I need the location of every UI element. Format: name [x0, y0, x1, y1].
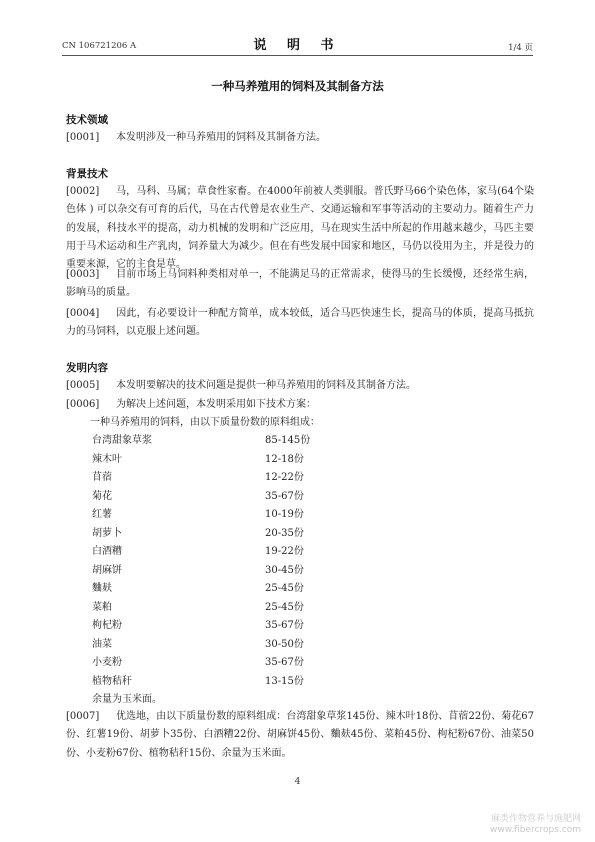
- document-type-heading: 说 明 书: [253, 38, 342, 53]
- ingredient-amount: 10-19份: [265, 509, 304, 520]
- ingredient-name: 枸杞粉: [92, 620, 122, 631]
- ingredient-name: 菊花: [92, 490, 112, 502]
- paragraph-number: [0001]: [66, 132, 100, 143]
- ingredient-amount: 85-145份: [265, 435, 311, 446]
- paragraph-number: [0003]: [66, 269, 100, 280]
- paragraph-text: 本发明涉及一种马养殖用的饲料及其制备方法。: [116, 132, 326, 143]
- document-number: CN 106721206 A: [62, 41, 137, 51]
- section-heading-background: 背景技术: [66, 168, 108, 180]
- ingredient-name: 小麦粉: [92, 657, 122, 668]
- ingredient-name: 麯麸: [92, 583, 112, 594]
- document-title: 一种马养殖用的饲料及其制备方法: [211, 79, 384, 93]
- ingredient-name: 油菜: [92, 638, 112, 650]
- watermark-line-url: www.fibercrops.com: [490, 825, 581, 835]
- paragraph-text: 因此，有必要设计一种配方简单，成本较低，适合马匹快速生长，提高马的体质，提高马抵抗力的马饲料，以克服上述问题。: [66, 308, 534, 338]
- ingredient-amount: 35-67份: [265, 657, 304, 668]
- paragraph-0001: [66, 129, 534, 147]
- formula-intro: 一种马养殖用的饲料，由以下质量份数的原料组成：: [90, 417, 320, 428]
- paragraph-text: 目前市场上马饲料种类相对单一，不能满足马的正常需求，使得马的生长缓慢，还经常生病，影响马的质量。: [66, 269, 534, 299]
- section-heading-content: 发明内容: [66, 362, 108, 374]
- paragraph-number: [0002]: [66, 186, 100, 197]
- remainder-note: 余量为玉米面。: [92, 694, 162, 705]
- ingredient-name: 苜蓿: [92, 472, 112, 483]
- ingredient-amount: 13-15份: [265, 675, 304, 687]
- page-number: 4: [294, 777, 301, 787]
- paragraph-0005: [66, 377, 534, 395]
- paragraph-text: 优选地，由以下质量份数的原料组成：台湾甜象草浆145份、辣木叶18份、苜蓿22份、菊花67份、红薯19份、胡萝卜35份、白酒糟22份、胡麻饼45份、麯麸45份、菜粕45份、枸杞粉67份、油菜50份、小麦粉67份、植物秸秆15份、余量为玉米面。: [66, 711, 534, 759]
- paragraph-0006: [66, 396, 534, 414]
- ingredient-amount: 35-67份: [265, 620, 304, 631]
- paragraph-0004: [66, 305, 534, 342]
- ingredient-name: 菜粕: [92, 601, 112, 613]
- ingredient-amount: 20-35份: [265, 527, 304, 539]
- header-divider: [62, 55, 533, 56]
- paragraph-0007: [66, 708, 534, 763]
- ingredient-name: 植物秸秆: [92, 675, 132, 687]
- section-heading-tech-field: 技术领域: [66, 114, 108, 126]
- ingredient-name: 胡萝卜: [92, 527, 122, 539]
- ingredient-name: 红薯: [92, 509, 112, 520]
- ingredient-amount: 30-45份: [265, 564, 304, 576]
- paragraph-number: [0004]: [66, 308, 100, 319]
- paragraph-number: [0005]: [66, 380, 100, 391]
- ingredient-name: 辣木叶: [92, 453, 122, 465]
- page-indicator: 1/4 页: [508, 43, 533, 53]
- ingredient-name: 胡麻饼: [92, 564, 122, 576]
- paragraph-text: 马，马科、马属；草食性家畜。在4000年前被人类驯服。普氏野马66个染色体，家马(64个染色体 ) 可以杂交有可育的后代，马在古代曾是农业生产、交通运输和军事等活动的主要动力。随着生产力的发展，科技水平的提高，动力机械的发明和广泛应用，马在现实生活中所起的作用越来越少，马匹主要用于马术运动和生产乳肉，饲养量大为减少。但在有些发展中国家和地区，马仍以役用为主，并是役力的重要来源，它的主食是草。: [66, 186, 534, 271]
- watermark-line-cn: 麻类作物营养与施肥网: [490, 814, 581, 824]
- paragraph-0002: [66, 183, 534, 274]
- paragraph-0003: [66, 266, 534, 303]
- paragraph-text: 为解决上述问题，本发明采用如下技术方案：: [116, 399, 316, 410]
- paragraph-number: [0007]: [66, 711, 100, 722]
- ingredient-amount: 35-67份: [265, 490, 304, 502]
- paragraph-text: 本发明要解决的技术问题是提供一种马养殖用的饲料及其制备方法。: [116, 380, 416, 391]
- ingredient-amount: 12-22份: [265, 472, 304, 483]
- ingredient-amount: 25-45份: [265, 583, 304, 594]
- ingredient-name: 台湾甜象草浆: [92, 435, 152, 446]
- paragraph-number: [0006]: [66, 399, 100, 410]
- site-watermark: [490, 814, 581, 836]
- ingredient-amount: 19-22份: [265, 546, 304, 557]
- ingredient-name: 白酒糟: [92, 546, 122, 557]
- ingredient-amount: 25-45份: [265, 601, 304, 613]
- ingredient-amount: 30-50份: [265, 638, 304, 650]
- ingredient-amount: 12-18份: [265, 453, 304, 465]
